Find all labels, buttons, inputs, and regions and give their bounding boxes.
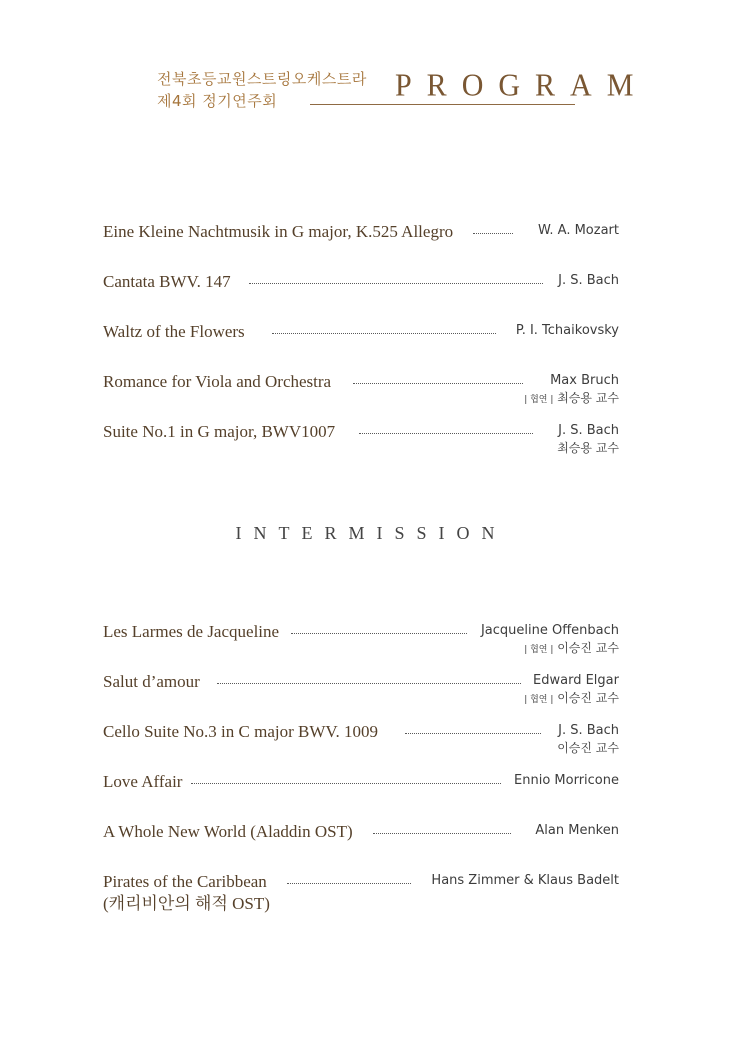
program-title: PROGRAM xyxy=(395,68,649,103)
composer: Ennio Morricone xyxy=(514,773,619,788)
piece-title: Love Affair xyxy=(103,772,183,791)
composer: Max Bruch xyxy=(550,373,619,388)
dotted-leader xyxy=(249,283,543,284)
dotted-leader xyxy=(272,333,496,334)
collaboration-tag: | 협연 | xyxy=(524,645,554,655)
organization-name xyxy=(157,68,367,112)
dotted-leader xyxy=(217,683,521,684)
composer: Jacqueline Offenbach xyxy=(480,623,619,638)
performer-note xyxy=(524,690,619,708)
title-underline xyxy=(310,104,575,105)
performer-note xyxy=(524,390,619,408)
performer-name: 최승용 교수 xyxy=(557,391,619,405)
performer-name: 이승진 교수 xyxy=(557,691,619,705)
piece-title: Waltz of the Flowers xyxy=(103,322,245,341)
composer: Edward Elgar xyxy=(533,673,619,688)
collaboration-tag: | 협연 | xyxy=(524,395,554,405)
intermission-label: INTERMISSION xyxy=(235,523,507,543)
dotted-leader xyxy=(473,233,513,234)
piece-title: Salut d’amour xyxy=(103,672,200,691)
concert-name-line: 제4회 정기연주회 xyxy=(157,92,278,110)
dotted-leader xyxy=(291,633,467,634)
piece-title: Les Larmes de Jacqueline xyxy=(103,622,280,641)
composer: J. S. Bach xyxy=(558,723,619,738)
piece-title: A Whole New World (Aladdin OST) xyxy=(103,822,353,841)
dotted-leader xyxy=(373,833,511,834)
composer: J. S. Bach xyxy=(558,273,619,288)
piece-title: Cello Suite No.3 in C major BWV. 1009 xyxy=(103,722,378,741)
collaboration-tag: | 협연 | xyxy=(524,695,554,705)
composer: Hans Zimmer & Klaus Badelt xyxy=(431,873,619,888)
composer: W. A. Mozart xyxy=(538,223,619,238)
dotted-leader xyxy=(353,383,523,384)
composer: P. I. Tchaikovsky xyxy=(515,323,619,338)
composer: Alan Menken xyxy=(535,823,619,838)
dotted-leader xyxy=(405,733,541,734)
dotted-leader xyxy=(359,433,533,434)
piece-title-line: Pirates of the Caribbean xyxy=(103,872,267,891)
piece-title: Suite No.1 in G major, BWV1007 xyxy=(103,422,336,441)
performer-name: 이승진 교수 xyxy=(557,641,619,655)
dotted-leader xyxy=(191,783,501,784)
piece-title xyxy=(103,871,270,915)
performer-name: 이승진 교수 xyxy=(557,741,619,755)
piece-title-subtitle: (캐리비안의 해적 OST) xyxy=(103,894,270,913)
performer-name: 최승용 교수 xyxy=(557,441,619,455)
dotted-leader xyxy=(287,883,411,884)
piece-title: Romance for Viola and Orchestra xyxy=(103,372,332,391)
org-name-line: 전북초등교원스트링오케스트라 xyxy=(157,70,367,88)
performer-note xyxy=(524,640,619,658)
piece-title: Cantata BWV. 147 xyxy=(103,272,231,291)
composer: J. S. Bach xyxy=(558,423,619,438)
performer-note xyxy=(557,440,619,456)
piece-title: Eine Kleine Nachtmusik in G major, K.525 Allegro xyxy=(103,222,454,241)
performer-note xyxy=(557,740,619,756)
